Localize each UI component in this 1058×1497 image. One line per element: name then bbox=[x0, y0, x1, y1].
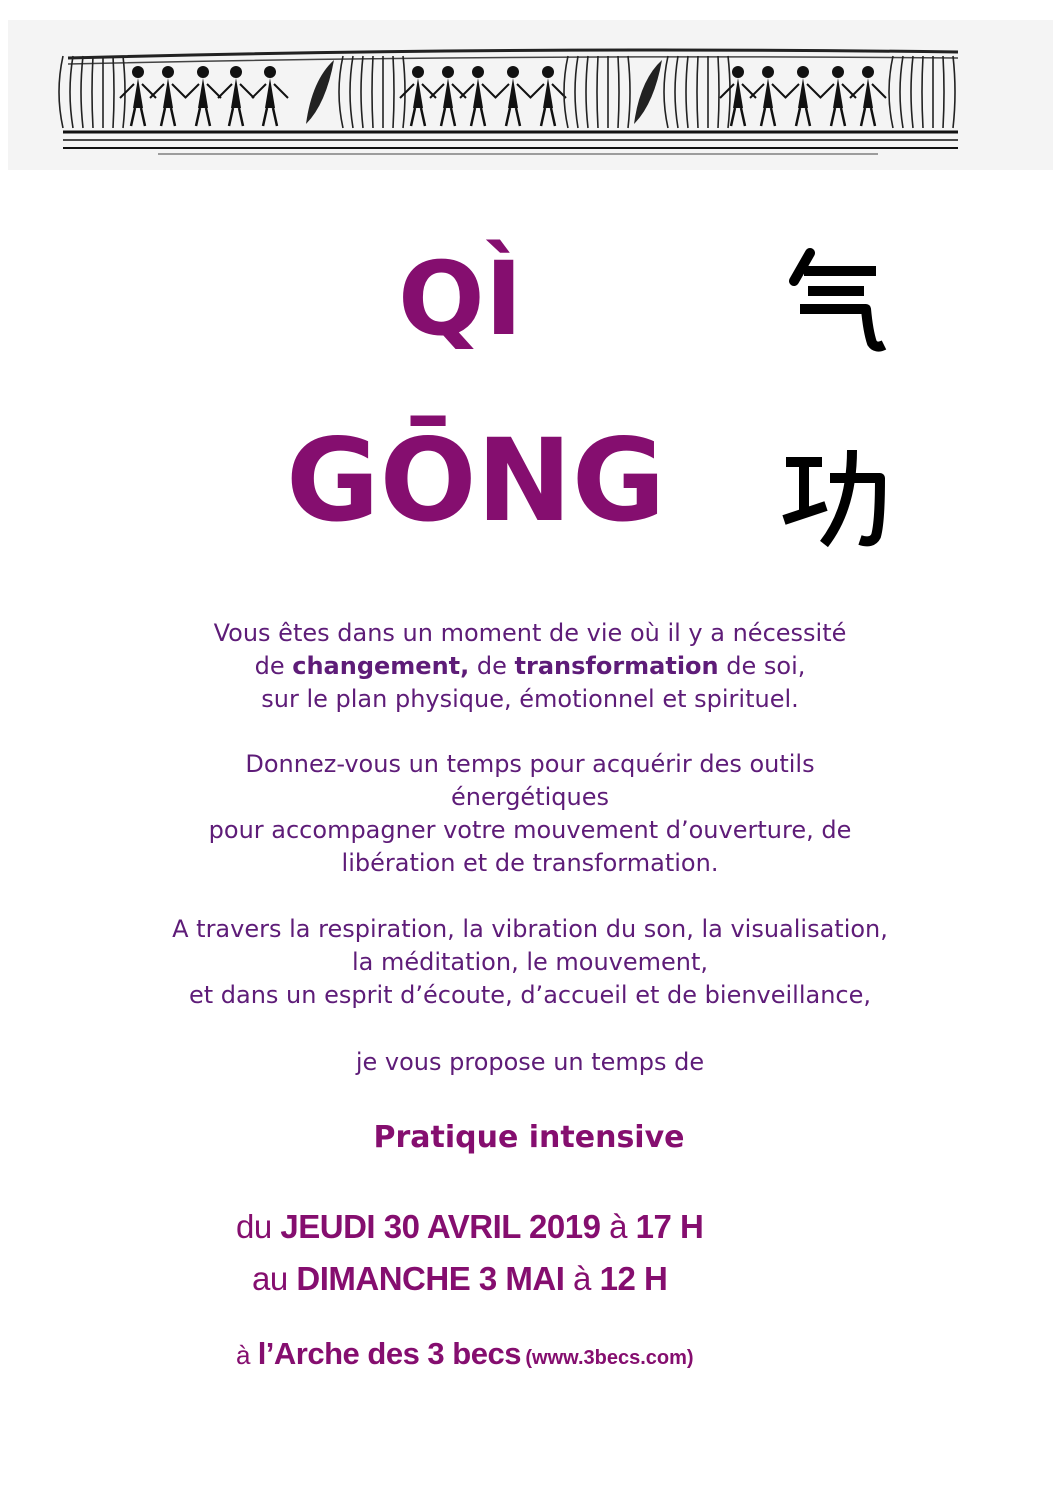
tools-line-1: Donnez-vous un temps pour acquérir des outils bbox=[245, 750, 815, 778]
venue-name: l’Arche des 3 becs bbox=[257, 1336, 521, 1371]
intro-line-3: sur le plan physique, émotionnel et spirituel. bbox=[261, 685, 799, 713]
date-to: au DIMANCHE 3 MAI à 12 H bbox=[252, 1260, 668, 1297]
proposal-paragraph bbox=[60, 1046, 1000, 1079]
methods-line-3: et dans un esprit d’écoute, d’accueil et de bienveillance, bbox=[188, 981, 872, 1009]
title-qi: QÌ bbox=[398, 240, 523, 359]
date-to-day: DIMANCHE 3 MAI bbox=[296, 1260, 565, 1297]
transformation-emphasis: transformation bbox=[514, 652, 719, 680]
intensive-heading: Pratique intensive bbox=[373, 1120, 685, 1155]
tools-line-3: pour accompagner votre mouvement d’ouverture, de bbox=[208, 816, 852, 844]
date-from-time: 17 H bbox=[635, 1208, 704, 1245]
changement-emphasis: changement, bbox=[292, 652, 470, 680]
date-from-day: JEUDI 30 AVRIL 2019 bbox=[280, 1208, 601, 1245]
title-gong: GŌNG bbox=[286, 414, 666, 547]
tools-line-2: énergétiques bbox=[451, 783, 609, 811]
intro-paragraph bbox=[60, 617, 1000, 716]
intro-line-1: Vous êtes dans un moment de vie où il y a nécessité bbox=[213, 619, 847, 647]
proposal-line: je vous propose un temps de bbox=[355, 1048, 705, 1076]
chinese-character-qi-icon bbox=[780, 245, 890, 355]
chinese-character-gong-icon bbox=[780, 440, 890, 550]
tools-line-4: libération et de transformation. bbox=[341, 849, 719, 877]
dancing-figures-banner bbox=[8, 20, 1053, 170]
venue-url[interactable]: (www.3becs.com) bbox=[525, 1347, 694, 1369]
date-from: du JEUDI 30 AVRIL 2019 à 17 H bbox=[236, 1208, 704, 1245]
methods-line-1: A travers la respiration, la vibration du son, la visualisation, bbox=[172, 915, 888, 943]
methods-line-2: la méditation, le mouvement, bbox=[351, 948, 709, 976]
intro-line-2: de changement, de transformation de soi, bbox=[254, 652, 806, 680]
venue-line: à l’Arche des 3 becs (www.3becs.com) bbox=[236, 1336, 694, 1371]
dancing-figures-frieze-icon bbox=[8, 20, 1053, 170]
tools-paragraph bbox=[60, 748, 1000, 880]
methods-paragraph bbox=[60, 913, 1000, 1012]
date-to-time: 12 H bbox=[599, 1260, 668, 1297]
